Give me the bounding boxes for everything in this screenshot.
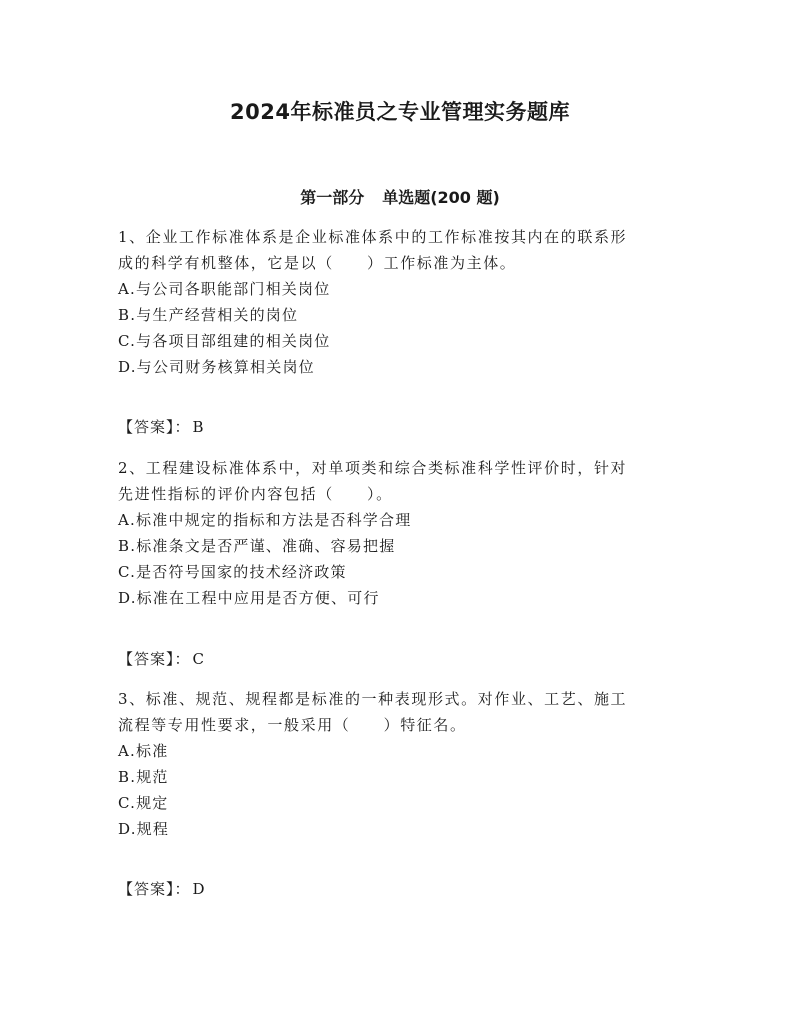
answer-1 [118,416,205,437]
option-b: B.与生产经营相关的岗位 [118,306,299,324]
option-c: C.与各项目部组建的相关岗位 [118,332,331,350]
question-stem [118,686,684,738]
question-stem-line: 成的科学有机整体，它是以（ ）工作标准为主体。 [118,254,517,272]
section-part-label: 第一部分 [300,188,365,207]
option-a: A.标准中规定的指标和方法是否科学合理 [118,511,412,529]
answer-label: 【答案】： [118,418,191,436]
section-type-label: 单选题(200 题) [382,188,500,207]
question-stem-line: 流程等专用性要求，一般采用（ ）特征名。 [118,716,467,734]
answer-label: 【答案】： [118,650,191,668]
option-a: A.与公司各职能部门相关岗位 [118,280,331,298]
question-2 [118,455,684,611]
option-d: D.标准在工程中应用是否方便、可行 [118,589,380,607]
question-stem-line: 3、标准、规范、规程都是标准的一种表现形式。对作业、工艺、施工 [118,690,628,708]
question-stem-line: 先进性指标的评价内容包括（ ）。 [118,485,393,503]
answer-value: B [192,418,205,436]
question-3 [118,686,684,842]
answer-2 [118,648,205,669]
question-stem-line: 2、工程建设标准体系中，对单项类和综合类标准科学性评价时，针对 [118,459,628,477]
answer-value: D [192,880,206,898]
option-c: C.是否符号国家的技术经济政策 [118,563,347,581]
option-d: D.规程 [118,820,170,838]
section-title [0,185,800,208]
answer-label: 【答案】： [118,880,191,898]
question-stem-line: 1、企业工作标准体系是企业标准体系中的工作标准按其内在的联系形 [118,228,628,246]
answer-value: C [192,650,205,668]
option-b: B.标准条文是否严谨、准确、容易把握 [118,537,396,555]
option-b: B.规范 [118,768,169,786]
question-1 [118,224,684,380]
question-stem [118,455,684,507]
option-d: D.与公司财务核算相关岗位 [118,358,315,376]
answer-3 [118,878,206,899]
question-stem [118,224,684,276]
option-a: A.标准 [118,742,169,760]
option-c: C.规定 [118,794,169,812]
document-title: 2024年标准员之专业管理实务题库 [230,100,570,124]
